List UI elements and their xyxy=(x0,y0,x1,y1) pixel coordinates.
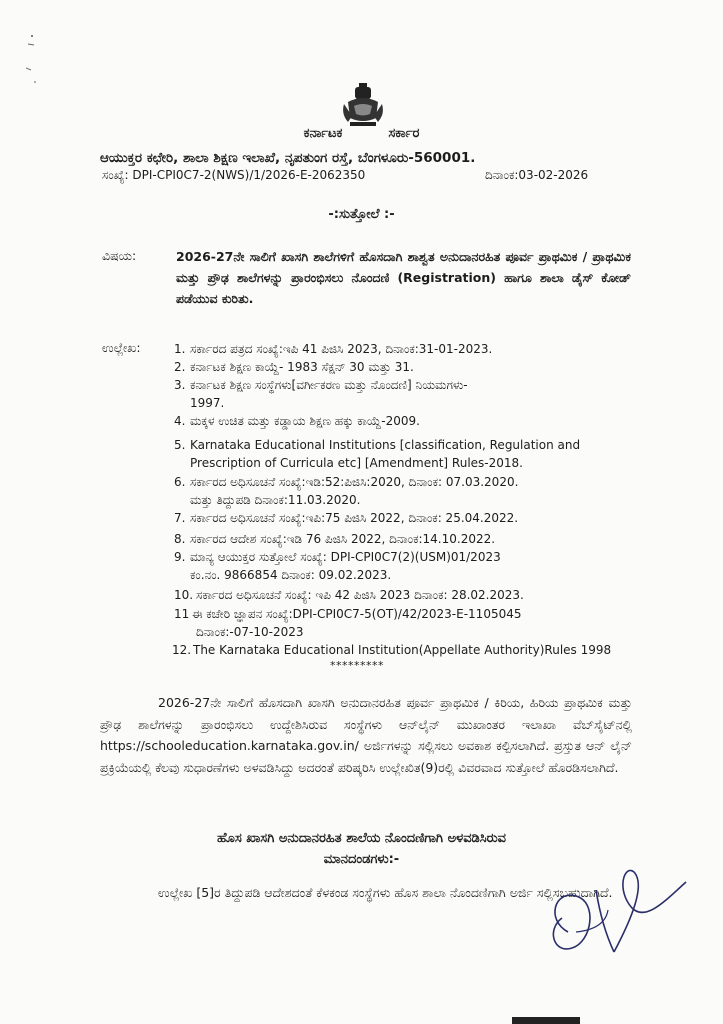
reference-number: ಸಂಖ್ಯೆ: DPI-CPI0C7-2(NWS)/1/2026-E-2062350 xyxy=(102,168,366,182)
reference-item-line: ಕಂ.ನಂ. 9866854 ದಿನಾಂಕ: 09.02.2023. xyxy=(190,568,392,582)
reference-item-line: ಸರ್ಕಾರದ ಅಧಿಸೂಚನೆ ಸಂಖ್ಯೆ:ಇಪಿ:75 ಪಿಜಿಸಿ 2022, ದಿನಾಂಕ: 25.04.2022. xyxy=(190,511,519,525)
section-heading-line-2: ಮಾನದಂಡಗಳು:- xyxy=(323,852,400,867)
reference-number-label: 12. xyxy=(172,643,192,657)
office-address: ಆಯುಕ್ತರ ಕಛೇರಿ, ಶಾಲಾ ಶಿಕ್ಷಣ ಇಲಾಖೆ, ನೃಪತುಂಗ ರಸ್ತೆ, ಬೆಂಗಳೂರು-560001. xyxy=(100,150,476,166)
references-label: ಉಲ್ಲೇಖ: xyxy=(102,340,141,355)
reference-item-line: ದಿನಾಂಕ:-07-10-2023 xyxy=(196,625,304,639)
bottom-edge-mark xyxy=(512,1017,580,1024)
body-paragraph xyxy=(100,692,632,778)
reference-number-label: 9. xyxy=(174,550,186,564)
document-date: ದಿನಾಂಕ:03-02-2026 xyxy=(485,168,589,182)
reference-number-label: 2. xyxy=(174,360,186,374)
signature-icon xyxy=(536,860,696,970)
reference-item-line: ಸರ್ಕಾರದ ಅಧಿಸೂಚನೆ ಸಂಖ್ಯೆ: ಇಪಿ 42 ಪಿಜಿಸಿ 2023 ದಿನಾಂಕ: 28.02.2023. xyxy=(196,588,524,602)
scan-marks xyxy=(22,30,42,90)
government-word: ಸರ್ಕಾರ xyxy=(388,126,420,141)
reference-item-line: Prescription of Curricula etc] [Amendment] Rules-2018. xyxy=(190,456,523,470)
reference-item-line: The Karnataka Educational Institution(Appellate Authority)Rules 1998 xyxy=(193,643,612,657)
circular-title: -:ಸುತ್ತೋಲೆ :- xyxy=(328,207,395,222)
reference-item-line: Karnataka Educational Institutions [classification, Regulation and xyxy=(190,438,581,452)
reference-item-line: ಮಾನ್ಯ ಆಯುಕ್ತರ ಸುತ್ತೋಲೆ ಸಂಖ್ಯೆ: DPI-CPI0C7(2)(USM)01/2023 xyxy=(190,550,501,564)
reference-number-label: 1. xyxy=(174,342,186,356)
reference-item-line: 1997. xyxy=(190,396,225,410)
reference-item-line: ಮತ್ತು ತಿದ್ದುಪಡಿ ದಿನಾಂಕ:11.03.2020. xyxy=(190,493,361,507)
body-paragraph-text: 2026-27ನೇ ಸಾಲಿಗೆ ಹೊಸದಾಗಿ ಖಾಸಗಿ ಅನುದಾನರಹಿತ ಪೂರ್ವ ಪ್ರಾಥಮಿಕ / ಕಿರಿಯ, ಹಿರಿಯ ಪ್ರಾಥಮಿಕ ಮತ್ತು ಪ್ರೌಢ ಶಾಲೆಗಳನ್ನು ಪ್ರಾರಂಭಿಸಲು ಉದ್ದೇಶಿಸಿರುವ ಸಂಸ್ಥೆಗಳು ಆನ್‌ಲೈನ್ ಮುಖಾಂತರ ಇಲಾಖಾ ವೆಬ್‌ಸೈಟ್‌ನಲ್ಲಿ https://schooleducation.karnataka.gov.in/ ಅರ್ಜಿಗಳನ್ನು ಸಲ್ಲಿಸಲು ಅವಕಾಶ ಕಲ್ಪಿಸಲಾಗಿದೆ. ಪ್ರಸ್ತುತ ಆನ್ ಲೈನ್ ಪ್ರಕ್ರಿಯೆಯಲ್ಲಿ ಕೆಲವು ಸುಧಾರಣೆಗಳು ಅಳವಡಿಸಿದ್ದು ಅದರಂತೆ ಪರಿಷ್ಕರಿಸಿ ಉಲ್ಲೇಖಿತ(9)ರಲ್ಲಿ ವಿವರವಾದ ಸುತ್ತೋಲೆ ಹೊರಡಿಸಲಾಗಿದೆ. xyxy=(100,695,632,775)
reference-item-line: ಕರ್ನಾಟಕ ಶಿಕ್ಷಣ ಕಾಯ್ದೆ- 1983 ಸೆಕ್ಷನ್ 30 ಮತ್ತು 31. xyxy=(190,360,414,374)
subject-text: 2026-27ನೇ ಸಾಲಿಗೆ ಖಾಸಗಿ ಶಾಲೆಗಳಿಗೆ ಹೊಸದಾಗಿ ಶಾಶ್ವತ ಅನುದಾನರಹಿತ ಪೂರ್ವ ಪ್ರಾಥಮಿಕ / ಪ್ರಾಥಮಿಕ ಮತ್ತು ಪ್ರೌಢ ಶಾಲೆಗಳನ್ನು ಪ್ರಾರಂಭಿಸಲು ನೊಂದಣಿ (Registration) ಹಾಗೂ ಶಾಲಾ ಡೈಸ್ ಕೋಡ್ ಪಡೆಯುವ ಕುರಿತು. xyxy=(176,249,631,306)
reference-number-label: 8. xyxy=(174,532,186,546)
reference-number-label: 7. xyxy=(174,511,186,525)
reference-item-line: ಈ ಕಚೇರಿ ಜ್ಞಾಪನ ಸಂಖ್ಯೆ:DPI-CPI0C7-5(OT)/42/2023-E-1105045 xyxy=(192,607,522,621)
subject-label: ವಿಷಯ: xyxy=(102,248,137,263)
section-heading-line-1: ಹೊಸ ಖಾಸಗಿ ಅನುದಾನರಹಿತ ಶಾಲೆಯ ನೊಂದಣಿಗಾಗಿ ಅಳವಡಿಸಿರುವ xyxy=(217,831,506,846)
reference-number-label: 10. xyxy=(174,588,194,602)
reference-item-line: ಸರ್ಕಾರದ ಆದೇಶ ಸಂಖ್ಯೆ:ಇಡಿ 76 ಪಿಜಿಸಿ 2022, ದಿನಾಂಕ:14.10.2022. xyxy=(190,532,496,546)
reference-number-label: 6. xyxy=(174,475,186,489)
reference-item-line: ಸರ್ಕಾರದ ಪತ್ರದ ಸಂಖ್ಯೆ:ಇಪಿ 41 ಪಿಜಿಸಿ 2023, ದಿನಾಂಕ:31-01-2023. xyxy=(190,342,493,356)
reference-number-label: 11 xyxy=(174,607,190,621)
reference-item-line: ಸರ್ಕಾರದ ಅಧಿಸೂಚನೆ ಸಂಖ್ಯೆ:ಇಡಿ:52:ಪಿಜಿಸಿ:2020, ದಿನಾಂಕ: 07.03.2020. xyxy=(190,475,519,489)
reference-item-line: ಕರ್ನಾಟಕ ಶಿಕ್ಷಣ ಸಂಸ್ಥೆಗಳು[ವರ್ಗೀಕರಣ ಮತ್ತು ನೊಂದಣಿ] ನಿಯಮಗಳು- xyxy=(190,378,468,392)
reference-number-label: 3. xyxy=(174,378,186,392)
separator-stars: ********* xyxy=(330,659,384,672)
reference-number-label: 4. xyxy=(174,414,186,428)
reference-number-label: 5. xyxy=(174,438,186,452)
government-title xyxy=(0,126,723,141)
final-paragraph-text: ಉಲ್ಲೇಖ [5]ರ ತಿದ್ದುಪಡಿ ಆದೇಶದಂತೆ ಕೆಳಕಂಡ ಸಂಸ್ಥೆಗಳು ಹೊಸ ಶಾಲಾ ನೊಂದಣಿಗಾಗಿ ಅರ್ಜಿ ಸಲ್ಲಿಸಬಹುದಾಗಿದೆ. xyxy=(158,885,613,900)
reference-item-line: ಮಕ್ಕಳ ಉಚಿತ ಮತ್ತು ಕಡ್ಡಾಯ ಶಿಕ್ಷಣ ಹಕ್ಕು ಕಾಯ್ದೆ-2009. xyxy=(190,414,420,428)
state-name: ಕರ್ನಾಟಕ xyxy=(303,126,343,141)
state-emblem-icon xyxy=(338,82,388,132)
